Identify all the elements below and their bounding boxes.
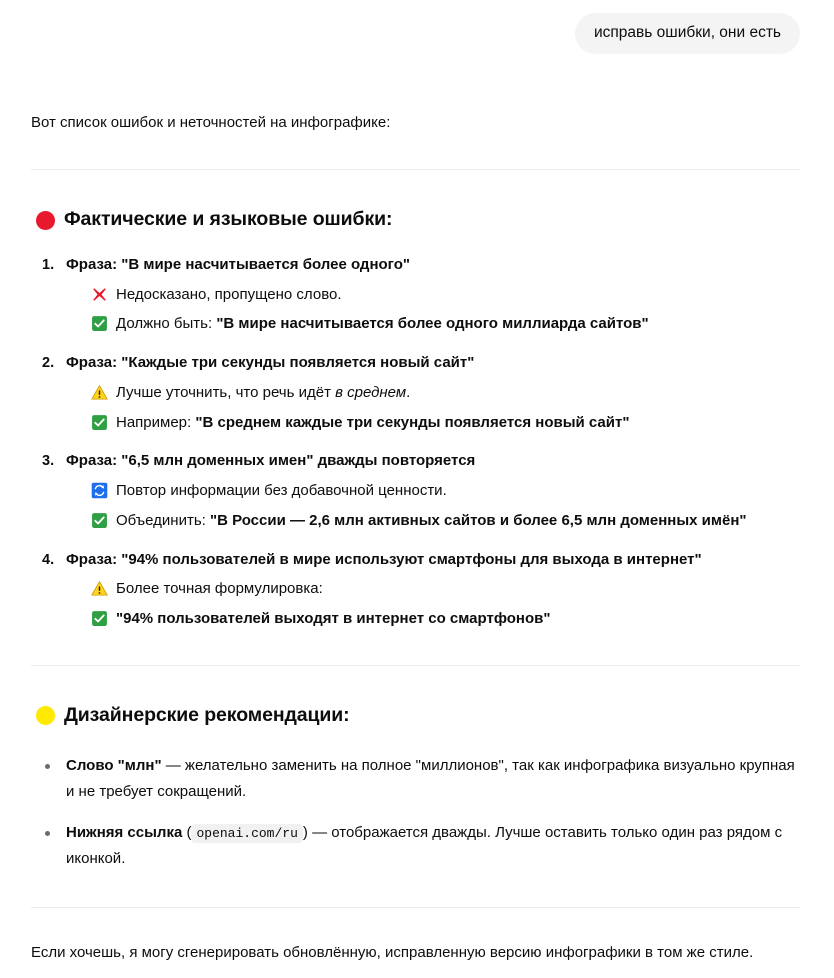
fix-lead: Например: [116,413,196,431]
error-fix-text [116,412,629,434]
red-circle-icon [36,211,55,230]
fix-strong: "В мире насчитывается более одного миллиарда сайтов" [216,315,649,333]
tip-paren-close: ) [302,823,313,841]
check-mark-button-icon [91,512,108,529]
error-note [91,578,800,600]
error-note-text [116,382,410,404]
error-note [91,382,800,404]
error-phrase: Фраза: "В мире насчитывается более одного" [66,255,410,273]
tip-bold-lead: Нижняя ссылка [66,823,183,841]
divider-top [31,169,800,170]
note-tail: . [406,383,411,401]
note-italic: в среднем [335,383,407,401]
list-item [31,549,800,630]
errors-list [31,254,800,630]
tip-bold-lead: Слово "млн" [66,757,162,775]
design-tips-list [31,753,800,872]
repeat-icon [91,482,108,499]
warning-icon [91,384,108,401]
check-mark-button-icon [91,610,108,627]
tip-paren-open: ( [182,823,192,841]
list-item [31,753,800,806]
cross-mark-icon [91,286,108,303]
error-fix [91,608,800,630]
outro-paragraph: Если хочешь, я могу сгенерировать обновлённую, исправленную версию инфографики в том же стиле. [31,944,754,962]
assistant-message [0,111,834,964]
divider-bottom [31,907,800,908]
fix-lead: Должно быть: [116,315,217,333]
error-fix-text [116,510,747,532]
tip-text: — желательно заменить на полное "миллионов", так как инфографика визуально крупная и не требует сокращений. [66,757,795,801]
divider-middle [31,665,800,666]
section-heading-errors [36,208,800,231]
section-title-text: Дизайнерские рекомендации: [64,703,350,726]
error-note [91,480,800,502]
inline-code-link[interactable]: openai.com/ru [191,824,302,843]
section-title-text: Фактические и языковые ошибки: [64,208,393,231]
error-fix [91,313,800,335]
yellow-circle-icon [36,706,55,725]
list-item [31,450,800,531]
check-mark-button-icon [91,315,108,332]
error-note-text: Недосказано, пропущено слово. [116,285,342,303]
fix-strong: "В среднем каждые три секунды появляется новый сайт" [195,413,630,431]
tip-text: — отображается дважды. Лучше оставить только один раз рядом с иконкой. [66,823,783,867]
error-fix [91,510,800,532]
error-fix [91,412,800,434]
note-lead: Лучше уточнить, что речь идёт [116,383,336,401]
list-item [31,254,800,335]
fix-strong: "В России — 2,6 млн активных сайтов и более 6,5 млн доменных имён" [209,511,747,529]
error-fix-text [116,313,649,335]
error-phrase: Фраза: "94% пользователей в мире используют смартфоны для выхода в интернет" [66,550,702,568]
user-message-bubble[interactable]: исправь ошибки, они есть [575,13,800,54]
fix-lead: Объединить: [116,511,210,529]
error-fix-text: "94% пользователей выходят в интернет со смартфонов" [116,610,551,628]
intro-paragraph: Вот список ошибок и неточностей на инфографике: [31,114,391,132]
error-note-text: Повтор информации без добавочной ценности. [116,482,447,500]
error-phrase: Фраза: "Каждые три секунды появляется новый сайт" [66,354,475,372]
warning-icon [91,580,108,597]
user-message-row [0,0,834,54]
list-item [31,352,800,433]
error-note [91,284,800,306]
error-phrase: Фраза: "6,5 млн доменных имен" дважды повторяется [66,452,476,470]
section-heading-design [36,704,800,727]
list-item [31,820,800,873]
check-mark-button-icon [91,414,108,431]
error-note-text: Более точная формулировка: [116,580,323,598]
